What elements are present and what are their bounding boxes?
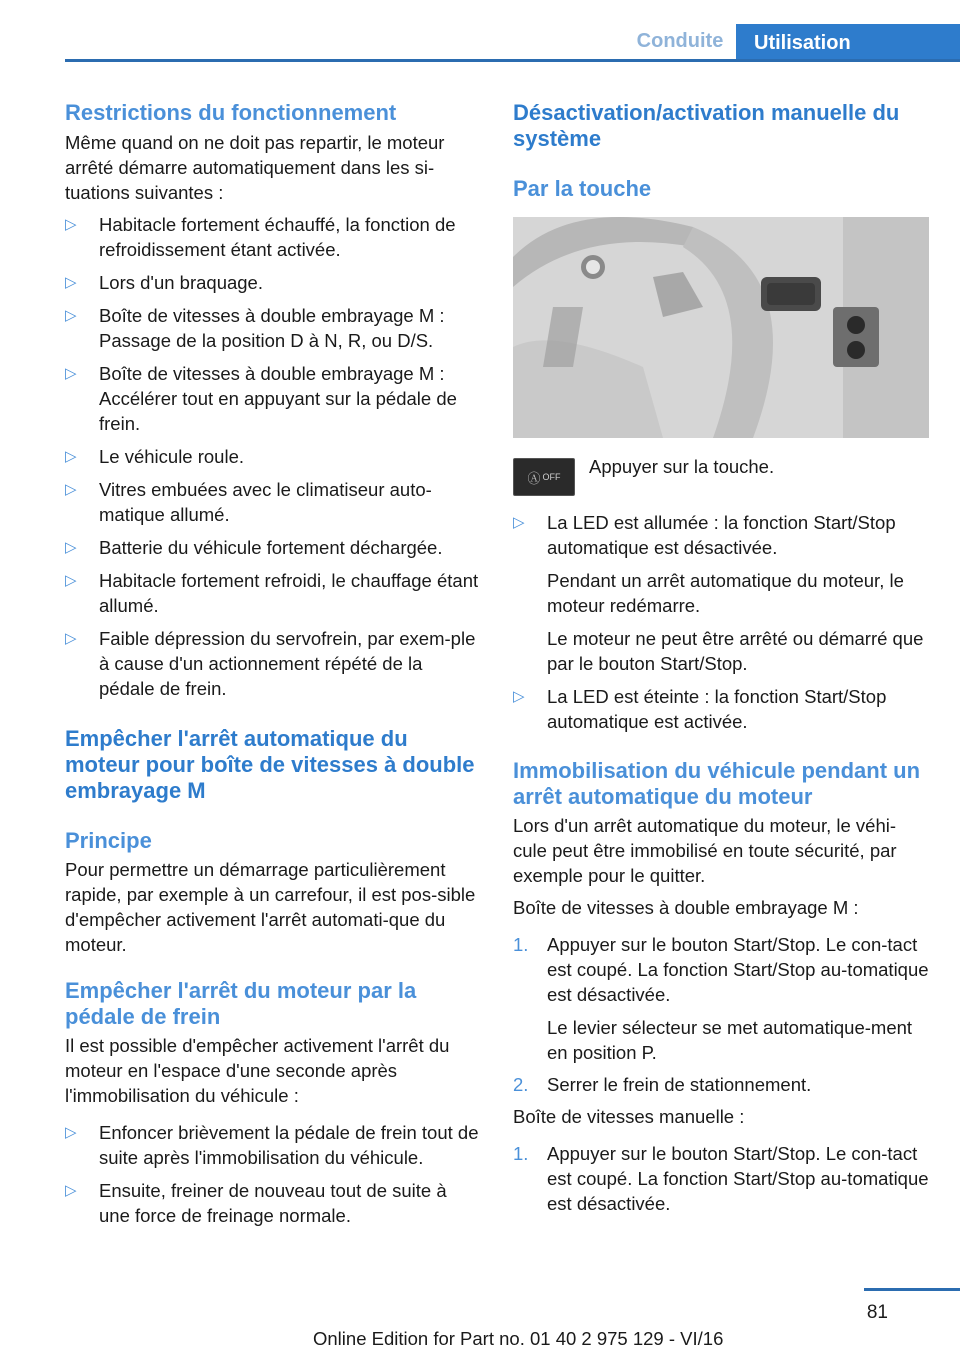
list-item: ▷ Boîte de vitesses à double embrayage M : Passage de la position D à N, R, ou D/S.	[65, 305, 445, 351]
list-item: 1. Appuyer sur le bouton Start/Stop. Le con-tact est coupé. La fonction Start/Stop au-tomatique est désactivée.	[513, 1143, 929, 1214]
triangle-bullet-icon: ▷	[65, 1182, 77, 1199]
heading-pedale: Empêcher l'arrêt du moteur par la pédale de frein	[65, 978, 417, 1029]
list-item: ▷ Habitacle fortement refroidi, le chauffage étant allumé.	[65, 570, 479, 616]
triangle-bullet-icon: ▷	[65, 448, 77, 465]
list-item: ▷ Boîte de vitesses à double embrayage M : Accélérer tout en appuyant sur la pédale de frein.	[65, 363, 457, 434]
list-item: ▷ La LED est allumée : la fonction Start/Stop automatique est désactivée. Pendant un arrêt automatique du moteur, le moteur redémarre. Le moteur ne peut être arrêté ou démarré que par le bouton Start/Stop.	[513, 512, 924, 674]
list-item: ▷ Enfoncer brièvement la pédale de frein tout de suite après l'immobilisation du véhicule.	[65, 1122, 479, 1168]
dct-steps	[513, 932, 929, 1097]
heading-desactivation: Désactivation/activation manuelle du système	[513, 100, 900, 151]
paragraph-dct: Boîte de vitesses à double embrayage M :	[513, 897, 859, 918]
triangle-bullet-icon: ▷	[65, 365, 77, 382]
manual-steps	[513, 1141, 929, 1216]
heading-restrictions: Restrictions du fonctionnement	[65, 100, 397, 125]
list-item: ▷ Batterie du véhicule fortement déchargée.	[65, 537, 443, 558]
steering-wheel-photo	[513, 217, 929, 438]
pedale-list	[65, 1120, 480, 1228]
list-item: ▷ Vitres embuées avec le climatiseur auto-matique allumé.	[65, 479, 432, 525]
triangle-bullet-icon: ▷	[65, 307, 77, 324]
list-item: ▷ Lors d'un braquage.	[65, 272, 263, 293]
list-item: ▷ Faible dépression du servofrein, par exem-ple à cause d'un actionnement répété de la pédale de frein.	[65, 628, 476, 699]
paragraph-manual: Boîte de vitesses manuelle :	[513, 1106, 745, 1127]
triangle-bullet-icon: ▷	[65, 572, 77, 589]
button-instruction	[513, 458, 929, 496]
heading-principe: Principe	[65, 828, 152, 853]
heading-par-la-touche: Par la touche	[513, 176, 652, 201]
left-column	[65, 100, 480, 1228]
page-footer	[0, 1272, 960, 1362]
paragraph-pedale: Il est possible d'empêcher activement l'arrêt du moteur en l'espace d'une seconde après l'immobilisation du véhicule :	[65, 1035, 450, 1106]
triangle-bullet-icon: ▷	[65, 539, 77, 556]
right-column	[513, 100, 929, 1216]
heading-empecher: Empêcher l'arrêt automatique du moteur pour boîte de vitesses à double embrayage M	[65, 726, 475, 803]
triangle-bullet-icon: ▷	[65, 630, 77, 647]
section-tab-utilisation: Utilisation	[736, 24, 960, 62]
edition-text: Online Edition for Part no. 01 40 2 975 129 - VI/16	[313, 1328, 724, 1349]
list-item: ▷ Ensuite, freiner de nouveau tout de suite à une force de freinage normale.	[65, 1180, 447, 1226]
triangle-bullet-icon: ▷	[65, 481, 77, 498]
section-tab-conduite: Conduite	[636, 30, 724, 52]
header-rule	[65, 59, 960, 62]
triangle-bullet-icon: ▷	[65, 274, 77, 291]
footer-rule	[864, 1288, 960, 1291]
paragraph-immobilisation: Lors d'un arrêt automatique du moteur, le véhi-cule peut être immobilisé en toute sécurité, par exemple pour le quitter.	[513, 815, 897, 886]
led-list	[513, 510, 929, 734]
button-caption: Appuyer sur la touche.	[589, 456, 775, 477]
page-header	[65, 24, 960, 62]
auto-start-stop-button-icon: Ⓐ OFF	[513, 458, 575, 496]
page-number: 81	[866, 1302, 888, 1323]
heading-immobilisation: Immobilisation du véhicule pendant un arrêt automatique du moteur	[513, 758, 921, 809]
list-item: ▷ Habitacle fortement échauffé, la fonction de refroidissement étant activée.	[65, 214, 456, 260]
list-item: 2. Serrer le frein de stationnement.	[513, 1074, 812, 1095]
paragraph-restrictions: Même quand on ne doit pas repartir, le moteur arrêté démarre automatiquement dans les si-tuations suivantes :	[65, 132, 445, 203]
restrictions-list	[65, 212, 480, 701]
paragraph-principe: Pour permettre un démarrage particulièrement rapide, par exemple à un carrefour, il est pos-sible d'empêcher activement l'arrêt automati-que du moteur.	[65, 859, 476, 955]
triangle-bullet-icon: ▷	[513, 688, 525, 705]
list-item: ▷ La LED est éteinte : la fonction Start/Stop automatique est activée.	[513, 686, 887, 732]
triangle-bullet-icon: ▷	[65, 216, 77, 233]
list-item: ▷ Le véhicule roule.	[65, 446, 245, 467]
auto-a-icon: Ⓐ	[527, 470, 541, 486]
list-item: 1. Appuyer sur le bouton Start/Stop. Le con-tact est coupé. La fonction Start/Stop au-tomatique est désactivée. Le levier sélecteur se met automatique-ment en position P.	[513, 934, 929, 1063]
triangle-bullet-icon: ▷	[65, 1124, 77, 1141]
triangle-bullet-icon: ▷	[513, 514, 525, 531]
steering-wheel-illustration	[513, 217, 929, 438]
